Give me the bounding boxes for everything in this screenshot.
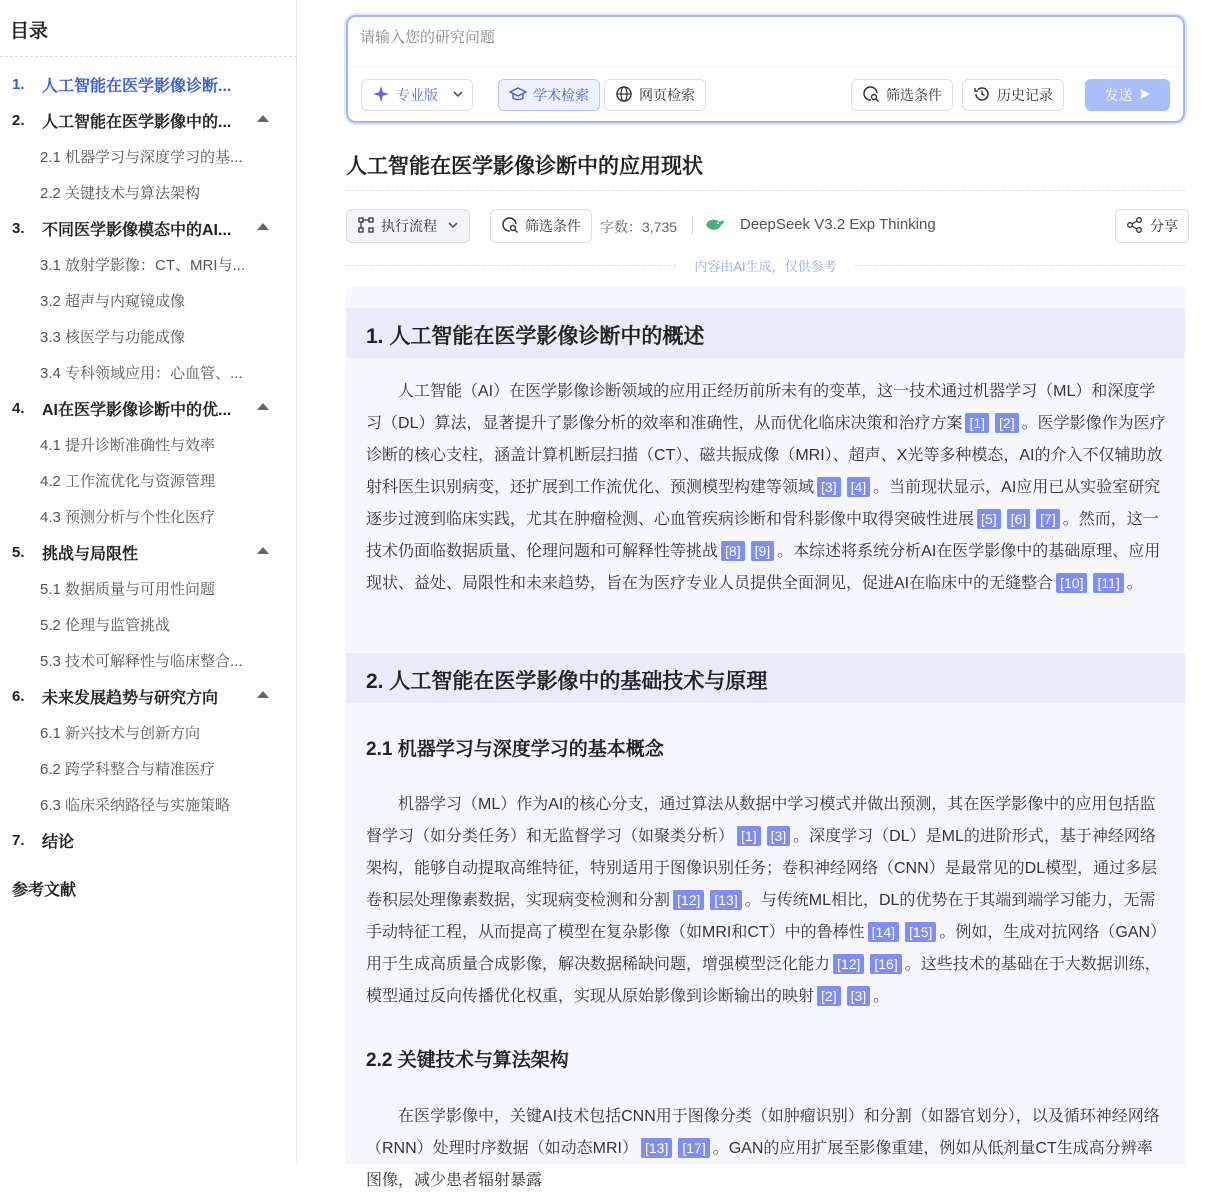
academic-search-toggle[interactable] bbox=[498, 79, 600, 111]
paragraph-text: 。深度学习（DL）是ML的进阶形式，基于神经网络架构，能够自动提取高维特征，特别适用于图像识别任务；卷积神经网络（CNN）是最常见的DL模型，通过多层卷积层处理像素数据，实现病变检测和分割 bbox=[366, 828, 1158, 909]
toc-sidebar bbox=[0, 0, 297, 1164]
toc-subitem-label: 6.3 临床采纳路径与实施策略 bbox=[40, 796, 231, 814]
toc-subitem-label: 3.2 超声与内窥镜成像 bbox=[40, 292, 186, 310]
toc-item-label: 人工智能在医学影像中的... bbox=[42, 113, 232, 131]
citation-link[interactable]: [2] bbox=[995, 413, 1019, 433]
section-1-heading: 1. 人工智能在医学影像诊断中的概述 bbox=[366, 325, 705, 348]
collapse-caret-icon[interactable] bbox=[257, 115, 269, 122]
toc-subitem[interactable] bbox=[0, 498, 297, 534]
toc-subitem[interactable] bbox=[0, 174, 297, 210]
citation-link[interactable]: [10] bbox=[1056, 573, 1087, 593]
toc-subitem[interactable] bbox=[0, 570, 297, 606]
citation-link[interactable]: [7] bbox=[1036, 509, 1060, 529]
citation-link[interactable]: [2] bbox=[817, 986, 841, 1006]
toc-subitem[interactable] bbox=[0, 714, 297, 750]
separator bbox=[692, 216, 693, 234]
toc-subitem-label: 6.1 新兴技术与创新方向 bbox=[40, 724, 201, 742]
toc-item-number: 4. bbox=[12, 399, 25, 417]
citation-link[interactable]: [1] bbox=[965, 413, 989, 433]
section-2-1-heading: 2.1 机器学习与深度学习的基本概念 bbox=[366, 739, 664, 760]
sparkle-icon bbox=[372, 85, 390, 106]
paragraph-text: 。当前现状显示，AI应用已从实验室研究逐步过渡到临床实践，尤其在肿瘤检测、心血管疾病诊断和骨科影像中取得突破性进展 bbox=[366, 479, 1161, 528]
toc-subitem[interactable] bbox=[0, 354, 297, 390]
toc-item-number: 2. bbox=[12, 111, 25, 129]
toc-subitem[interactable] bbox=[0, 462, 297, 498]
toc-item-number: 1. bbox=[12, 75, 25, 93]
share-button[interactable] bbox=[1115, 209, 1189, 243]
filter-search-icon bbox=[862, 85, 880, 106]
share-label: 分享 bbox=[1150, 218, 1178, 234]
toc-title: 目录 bbox=[10, 21, 49, 42]
toc-spacer bbox=[0, 858, 297, 866]
paragraph-text: 。然而，这一技术仍面临数据质量、伦理问题和可解释性等挑战 bbox=[366, 511, 1159, 560]
title-divider bbox=[346, 190, 1185, 191]
toc-subitem[interactable] bbox=[0, 642, 297, 678]
section-1-paragraph bbox=[366, 376, 1166, 600]
citation-link[interactable]: [6] bbox=[1007, 509, 1031, 529]
collapse-caret-icon[interactable] bbox=[257, 691, 269, 698]
ai-disclaimer bbox=[346, 255, 1185, 275]
citation-link[interactable]: [1] bbox=[737, 826, 761, 846]
citation-link[interactable]: [3] bbox=[767, 826, 791, 846]
citation-link[interactable]: [8] bbox=[721, 541, 745, 561]
collapse-caret-icon[interactable] bbox=[257, 403, 269, 410]
toc-subitem-label: 3.4 专科领域应用：心血管、... bbox=[40, 364, 243, 382]
history-icon bbox=[973, 85, 991, 106]
section-2-1-paragraph bbox=[366, 789, 1166, 1013]
history-label: 历史记录 bbox=[997, 87, 1053, 103]
web-search-toggle[interactable] bbox=[604, 79, 706, 111]
toc-item-4[interactable] bbox=[0, 390, 297, 426]
chevron-down-icon bbox=[452, 87, 464, 103]
paragraph-text: 人工智能（AI）在医学影像诊断领域的应用正经历前所未有的变革，这一技术通过机器学习（ML）和深度学习（DL）算法，显著提升了影像分析的效率和准确性，从而优化临床决策和治疗方案 bbox=[366, 383, 1156, 432]
academic-search-label: 学术检索 bbox=[533, 87, 589, 103]
toc-item-label: 结论 bbox=[42, 833, 75, 851]
filter-conditions-label: 筛选条件 bbox=[886, 87, 942, 103]
web-search-label: 网页检索 bbox=[639, 87, 695, 103]
pro-version-label: 专业版 bbox=[396, 87, 438, 103]
search-box bbox=[346, 15, 1185, 123]
word-count: 字数：3,735 bbox=[600, 219, 678, 235]
toc-item-label: 挑战与局限性 bbox=[42, 545, 139, 563]
paragraph-text: 。GAN的应用扩展至影像重建，例如从低剂量CT生成高分辨率图像，减少患者辐射暴露 bbox=[366, 1140, 1153, 1189]
article-filter-button[interactable] bbox=[490, 209, 592, 243]
toc-divider bbox=[0, 56, 297, 57]
execution-flow-label: 执行流程 bbox=[381, 218, 437, 234]
toc-item-1[interactable] bbox=[0, 66, 297, 102]
paragraph-text: 在医学影像中，关键AI技术包括CNN用于图像分类（如肿瘤识别）和分割（如器官划分），以及循环神经网络（RNN）处理时序数据（如动态MRI） bbox=[366, 1108, 1160, 1157]
toc-subitem-label: 5.1 数据质量与可用性问题 bbox=[40, 580, 216, 598]
toc-item-3[interactable] bbox=[0, 210, 297, 246]
toc-subitem[interactable] bbox=[0, 138, 297, 174]
section-2-2-paragraph bbox=[366, 1101, 1166, 1197]
search-divider bbox=[348, 67, 1183, 68]
citation-link[interactable]: [15] bbox=[905, 922, 936, 942]
toc-subitem-label: 5.2 伦理与监管挑战 bbox=[40, 616, 171, 634]
chevron-down-icon bbox=[447, 218, 459, 234]
send-button[interactable] bbox=[1085, 79, 1170, 111]
toc-item-5[interactable] bbox=[0, 534, 297, 570]
toc-list bbox=[0, 66, 297, 910]
globe-icon bbox=[615, 85, 633, 106]
toc-subitem-label: 5.3 技术可解释性与临床整合... bbox=[40, 652, 243, 670]
paragraph-text: 机器学习（ML）作为AI的核心分支，通过算法从数据中学习模式并做出预测，其在医学影像中的应用包括监督学习（如分类任务）和无监督学习（如聚类分析） bbox=[366, 796, 1156, 845]
toc-item-7[interactable] bbox=[0, 822, 297, 858]
pro-version-dropdown[interactable] bbox=[361, 79, 473, 111]
research-question-input[interactable] bbox=[360, 29, 1160, 46]
execution-flow-dropdown[interactable] bbox=[346, 209, 470, 243]
citation-link[interactable]: [13] bbox=[710, 890, 741, 910]
toc-item-number: 3. bbox=[12, 219, 25, 237]
paragraph-text: 。本综述将系统分析AI在医学影像中的基础原理、应用现状、益处、局限性和未来趋势，旨在为医疗专业人员提供全面洞见，促进AI在临床中的无缝整合 bbox=[366, 543, 1161, 592]
citation-link[interactable]: [12] bbox=[673, 890, 704, 910]
collapse-caret-icon[interactable] bbox=[257, 547, 269, 554]
graduation-cap-icon bbox=[509, 85, 527, 106]
citation-link[interactable]: [17] bbox=[678, 1138, 709, 1158]
paragraph-text: 。 bbox=[1126, 575, 1143, 592]
citation-link[interactable]: [5] bbox=[977, 509, 1001, 529]
toc-subitem[interactable] bbox=[0, 606, 297, 642]
filter-conditions-button[interactable] bbox=[851, 79, 953, 111]
toc-subitem-label: 2.2 关键技术与算法架构 bbox=[40, 184, 201, 202]
article-title: 人工智能在医学影像诊断中的应用现状 bbox=[346, 155, 703, 178]
flow-icon bbox=[357, 216, 375, 237]
toc-item-references[interactable] bbox=[0, 866, 297, 910]
toc-subitem[interactable] bbox=[0, 750, 297, 786]
toc-subitem-label: 3.1 放射学影像：CT、MRI与... bbox=[40, 256, 246, 274]
toc-item-number: 5. bbox=[12, 543, 25, 561]
toc-item-label: AI在医学影像诊断中的优... bbox=[42, 401, 232, 419]
toc-item-number: 7. bbox=[12, 831, 25, 849]
toc-item-label: 不同医学影像模态中的AI... bbox=[42, 221, 232, 239]
model-name: DeepSeek V3.2 Exp Thinking bbox=[740, 216, 936, 233]
toc-subitem-label: 4.2 工作流优化与资源管理 bbox=[40, 472, 216, 490]
toc-references-label: 参考文献 bbox=[12, 881, 77, 899]
article-filter-label: 筛选条件 bbox=[525, 218, 581, 234]
toc-item-number: 6. bbox=[12, 687, 25, 705]
send-arrow-icon bbox=[1139, 87, 1151, 103]
deepseek-logo-icon bbox=[705, 217, 725, 238]
history-button[interactable] bbox=[962, 79, 1064, 111]
toc-subitem[interactable] bbox=[0, 282, 297, 318]
toc-subitem[interactable] bbox=[0, 318, 297, 354]
toc-subitem-label: 3.3 核医学与功能成像 bbox=[40, 328, 186, 346]
section-2-2-heading: 2.2 关键技术与算法架构 bbox=[366, 1050, 569, 1071]
section-1-heading-band bbox=[346, 308, 1185, 358]
paragraph-text: 。这些技术的基础在于大数据训练，模型通过反向传播优化权重，实现从原始影像到诊断输出的映射 bbox=[366, 956, 1161, 1005]
paragraph-text: 。与传统ML相比，DL的优势在于其端到端学习能力，无需手动特征工程，从而提高了模型在复杂影像（如MRI和CT）中的鲁棒性 bbox=[366, 892, 1156, 941]
paragraph-text: 。医学影像作为医疗诊断的核心支柱，涵盖计算机断层扫描（CT）、磁共振成像（MRI）、超声、X光等多种模态，AI的介入不仅辅助放射科医生识别病变，还扩展到工作流优化、预测模型构建等领域 bbox=[366, 415, 1166, 496]
toc-subitem[interactable] bbox=[0, 786, 297, 822]
citation-link[interactable]: [12] bbox=[833, 954, 864, 974]
share-icon bbox=[1126, 216, 1144, 237]
toc-subitem-label: 2.1 机器学习与深度学习的基... bbox=[40, 148, 243, 166]
citation-link[interactable]: [4] bbox=[847, 477, 871, 497]
citation-link[interactable]: [11] bbox=[1093, 573, 1123, 593]
toc-subitem-label: 6.2 跨学科整合与精准医疗 bbox=[40, 760, 216, 778]
article-content bbox=[346, 287, 1185, 1189]
toc-item-6[interactable] bbox=[0, 678, 297, 714]
citation-link[interactable]: [3] bbox=[817, 477, 841, 497]
collapse-caret-icon[interactable] bbox=[257, 223, 269, 230]
paragraph-text: 。例如，生成对抗网络（GAN）用于生成高质量合成影像，解决数据稀缺问题，增强模型泛化能力 bbox=[366, 924, 1159, 973]
filter-search-icon bbox=[501, 216, 519, 237]
section-2-heading: 2. 人工智能在医学影像中的基础技术与原理 bbox=[366, 670, 768, 693]
citation-link[interactable]: [13] bbox=[641, 1138, 672, 1158]
citation-link[interactable]: [14] bbox=[868, 922, 899, 942]
paragraph-text: 。 bbox=[873, 988, 890, 1005]
ai-disclaimer-text: 内容由AI生成，仅供参考 bbox=[694, 259, 837, 274]
toc-subitem[interactable] bbox=[0, 426, 297, 462]
toc-item-2[interactable] bbox=[0, 102, 297, 138]
toc-item-label: 未来发展趋势与研究方向 bbox=[42, 689, 219, 707]
toc-subitem-label: 4.3 预测分析与个性化医疗 bbox=[40, 508, 216, 526]
citation-link[interactable]: [16] bbox=[870, 954, 901, 974]
toc-item-label: 人工智能在医学影像诊断... bbox=[42, 77, 232, 95]
send-label: 发送 bbox=[1104, 87, 1133, 103]
toc-subitem-label: 4.1 提升诊断准确性与效率 bbox=[40, 436, 216, 454]
citation-link[interactable]: [9] bbox=[751, 541, 775, 561]
section-2-heading-band bbox=[346, 653, 1185, 703]
toc-subitem[interactable] bbox=[0, 246, 297, 282]
citation-link[interactable]: [3] bbox=[847, 986, 871, 1006]
